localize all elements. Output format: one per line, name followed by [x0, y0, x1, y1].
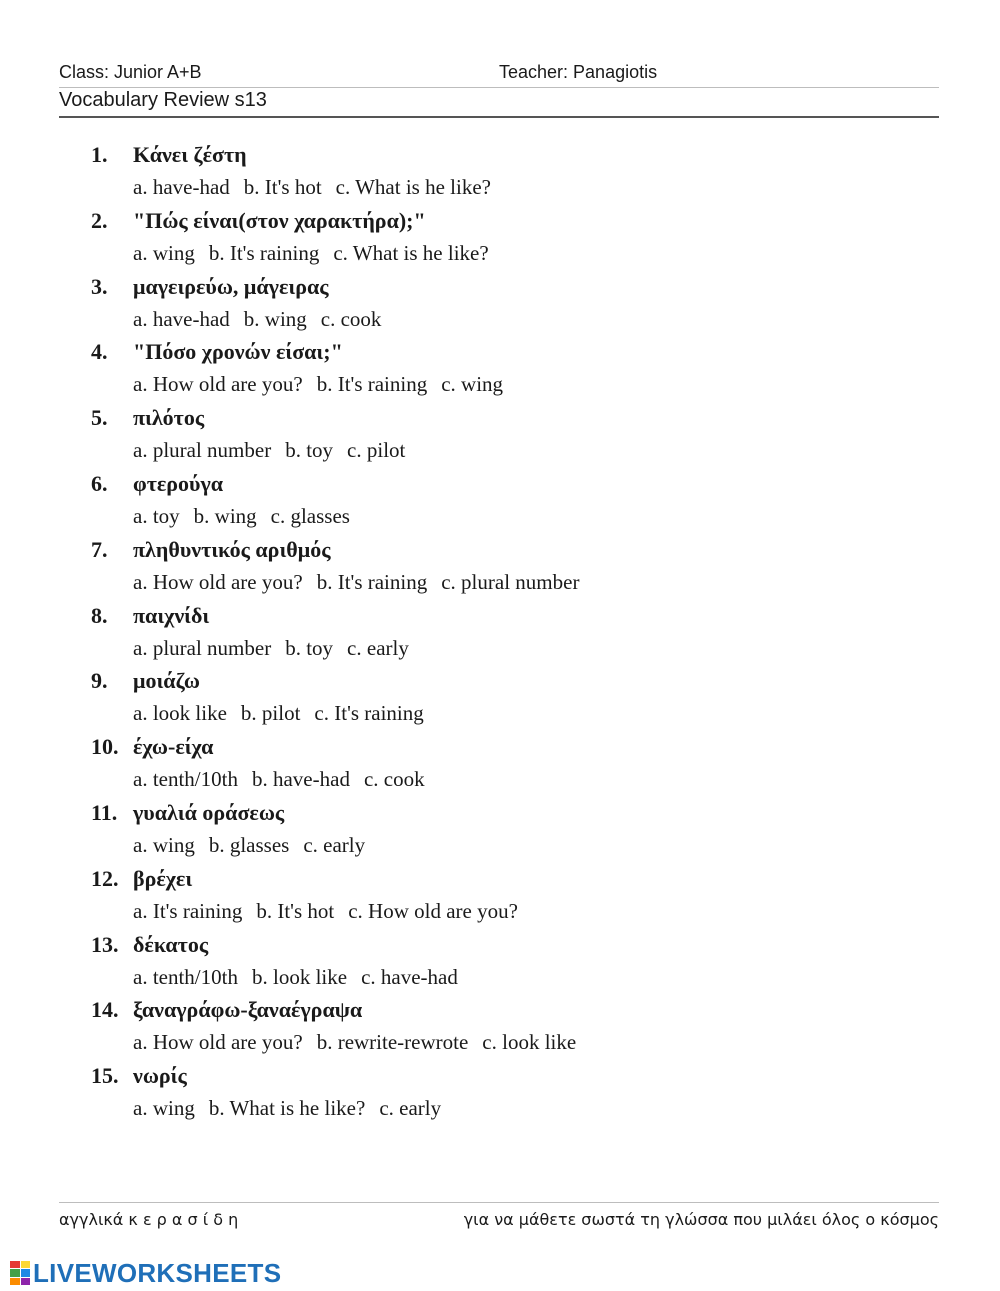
question-prompt: παιχνίδι — [133, 602, 210, 628]
answer-option[interactable]: b. glasses — [208, 832, 290, 857]
answer-option[interactable]: c. have-had — [361, 964, 458, 989]
logo-square — [21, 1278, 31, 1285]
question-list — [59, 142, 939, 1129]
question-number: 2. — [91, 207, 108, 233]
liveworksheets-logo[interactable] — [10, 1259, 281, 1287]
answer-option[interactable]: a. have-had — [133, 306, 230, 331]
question-prompt: φτερούγα — [133, 470, 224, 496]
question-prompt: νωρίς — [133, 1063, 187, 1089]
answer-option[interactable]: a. tenth/10th — [133, 964, 238, 989]
answer-option[interactable]: b. have-had — [251, 767, 350, 792]
question-number: 3. — [91, 273, 108, 299]
question-number: 4. — [91, 339, 108, 365]
question-number: 7. — [91, 536, 108, 562]
question-prompt: μαγειρεύω, μάγειρας — [133, 273, 329, 299]
answer-option[interactable]: c. plural number — [441, 569, 580, 594]
logo-square — [10, 1278, 20, 1285]
question-number: 12. — [91, 865, 119, 891]
answer-option[interactable]: b. toy — [285, 635, 334, 660]
logo-square — [21, 1261, 31, 1268]
answer-option[interactable]: c. What is he like? — [335, 175, 491, 199]
answer-options — [133, 965, 472, 990]
footer-left-text: αγγλικά κ ε ρ α σ ί δ η — [59, 1210, 239, 1229]
logo-square — [10, 1261, 20, 1268]
question-number: 9. — [91, 668, 108, 694]
question-item — [59, 274, 939, 340]
answer-option[interactable]: c. glasses — [270, 503, 350, 528]
question-prompt: δέκατος — [133, 931, 209, 957]
question-item — [59, 800, 939, 866]
answer-option[interactable]: a. look like — [133, 701, 227, 726]
answer-option[interactable]: b. pilot — [240, 701, 301, 726]
answer-options — [133, 767, 439, 792]
question-item — [59, 668, 939, 734]
answer-option[interactable]: c. What is he like? — [333, 240, 489, 265]
answer-options — [133, 833, 379, 858]
teacher-label: Teacher: Panagiotis — [499, 62, 658, 82]
question-number: 15. — [91, 1063, 119, 1089]
footer-right-text: για να μάθετε σωστά τη γλώσσα που μιλάει όλος ο κόσμος — [463, 1210, 939, 1229]
answer-option[interactable]: b. It's raining — [316, 372, 428, 397]
question-prompt: "Πώς είναι(στον χαρακτήρα);" — [133, 207, 426, 233]
question-number: 11. — [91, 799, 118, 825]
question-item — [59, 339, 939, 405]
worksheet-header — [59, 60, 939, 86]
answer-option[interactable]: c. look like — [482, 1030, 577, 1055]
question-item — [59, 208, 939, 274]
question-number: 1. — [91, 142, 108, 167]
question-prompt: Κάνει ζέστη — [133, 142, 247, 167]
answer-option[interactable]: a. How old are you? — [133, 1030, 303, 1055]
answer-options — [133, 1096, 455, 1121]
answer-option[interactable]: a. How old are you? — [133, 372, 303, 397]
answer-options — [133, 504, 364, 529]
answer-option[interactable]: a. It's raining — [133, 898, 243, 923]
answer-option[interactable]: c. pilot — [347, 438, 406, 463]
answer-option[interactable]: a. plural number — [133, 635, 272, 660]
footer-divider — [59, 1202, 939, 1203]
answer-option[interactable]: c. cook — [320, 306, 382, 331]
question-prompt: πιλότος — [133, 405, 205, 431]
question-prompt: "Πόσο χρονών είσαι;" — [133, 339, 343, 365]
logo-square — [10, 1269, 20, 1276]
liveworksheets-logo-text: LIVEWORKSHEETS — [33, 1257, 282, 1288]
question-number: 6. — [91, 470, 108, 496]
question-number: 10. — [91, 734, 119, 760]
question-prompt: έχω-είχα — [133, 734, 214, 760]
question-item — [59, 142, 939, 208]
question-number: 8. — [91, 602, 108, 628]
question-item — [59, 537, 939, 603]
question-number: 5. — [91, 405, 108, 431]
answer-options — [133, 307, 395, 332]
answer-option[interactable]: b. It's hot — [243, 175, 322, 199]
answer-option[interactable]: a. have-had — [133, 175, 230, 199]
answer-option[interactable]: b. rewrite-rewrote — [316, 1030, 469, 1055]
answer-option[interactable]: c. early — [303, 832, 366, 857]
question-item — [59, 734, 939, 800]
class-label: Class: Junior A+B — [59, 62, 202, 82]
logo-square — [21, 1269, 31, 1276]
question-item — [59, 997, 939, 1063]
answer-options — [133, 1030, 590, 1055]
answer-option[interactable]: b. What is he like? — [208, 1096, 366, 1121]
question-prompt: ξαναγράφω-ξαναέγραψα — [133, 997, 363, 1023]
answer-option[interactable]: a. tenth/10th — [133, 767, 238, 792]
question-number: 14. — [91, 997, 119, 1023]
answer-option[interactable]: c. It's raining — [314, 701, 424, 726]
answer-option[interactable]: a. wing — [133, 832, 195, 857]
answer-option[interactable]: a. wing — [133, 1096, 195, 1121]
question-item — [59, 603, 939, 669]
question-prompt: μοιάζω — [133, 668, 200, 694]
question-item — [59, 932, 939, 998]
question-prompt: γυαλιά οράσεως — [133, 799, 285, 825]
answer-options — [133, 570, 593, 595]
question-item — [59, 471, 939, 537]
question-item — [59, 405, 939, 471]
answer-option[interactable]: b. wing — [243, 306, 307, 331]
answer-option[interactable]: b. It's hot — [256, 898, 335, 923]
answer-option[interactable]: c. wing — [441, 372, 504, 397]
question-prompt: βρέχει — [133, 865, 193, 891]
answer-options — [133, 899, 532, 924]
answer-options — [133, 175, 505, 200]
question-number: 13. — [91, 931, 119, 957]
answer-option[interactable]: a. plural number — [133, 438, 272, 463]
title-divider — [59, 116, 939, 118]
header-divider — [59, 87, 939, 88]
answer-option[interactable]: a. toy — [133, 503, 180, 528]
answer-option[interactable]: b. It's raining — [316, 569, 428, 594]
answer-option[interactable]: c. early — [379, 1096, 442, 1121]
question-prompt: πληθυντικός αριθμός — [133, 536, 331, 562]
answer-option[interactable]: c. How old are you? — [348, 898, 518, 923]
answer-option[interactable]: b. It's raining — [208, 240, 320, 265]
worksheet-title: Vocabulary Review s13 — [59, 89, 267, 111]
answer-options — [133, 241, 503, 266]
answer-options — [133, 636, 423, 661]
answer-option[interactable]: b. look like — [251, 964, 348, 989]
answer-option[interactable]: b. wing — [193, 503, 257, 528]
answer-option[interactable]: c. early — [347, 635, 409, 660]
liveworksheets-logo-icon — [10, 1261, 30, 1285]
question-item — [59, 866, 939, 932]
answer-options — [133, 438, 419, 463]
answer-option[interactable]: b. toy — [285, 438, 334, 463]
question-item — [59, 1063, 939, 1129]
answer-option[interactable]: a. wing — [133, 240, 195, 265]
answer-option[interactable]: c. cook — [363, 767, 425, 792]
answer-options — [133, 701, 438, 726]
answer-options — [133, 372, 517, 397]
answer-option[interactable]: a. How old are you? — [133, 569, 303, 594]
